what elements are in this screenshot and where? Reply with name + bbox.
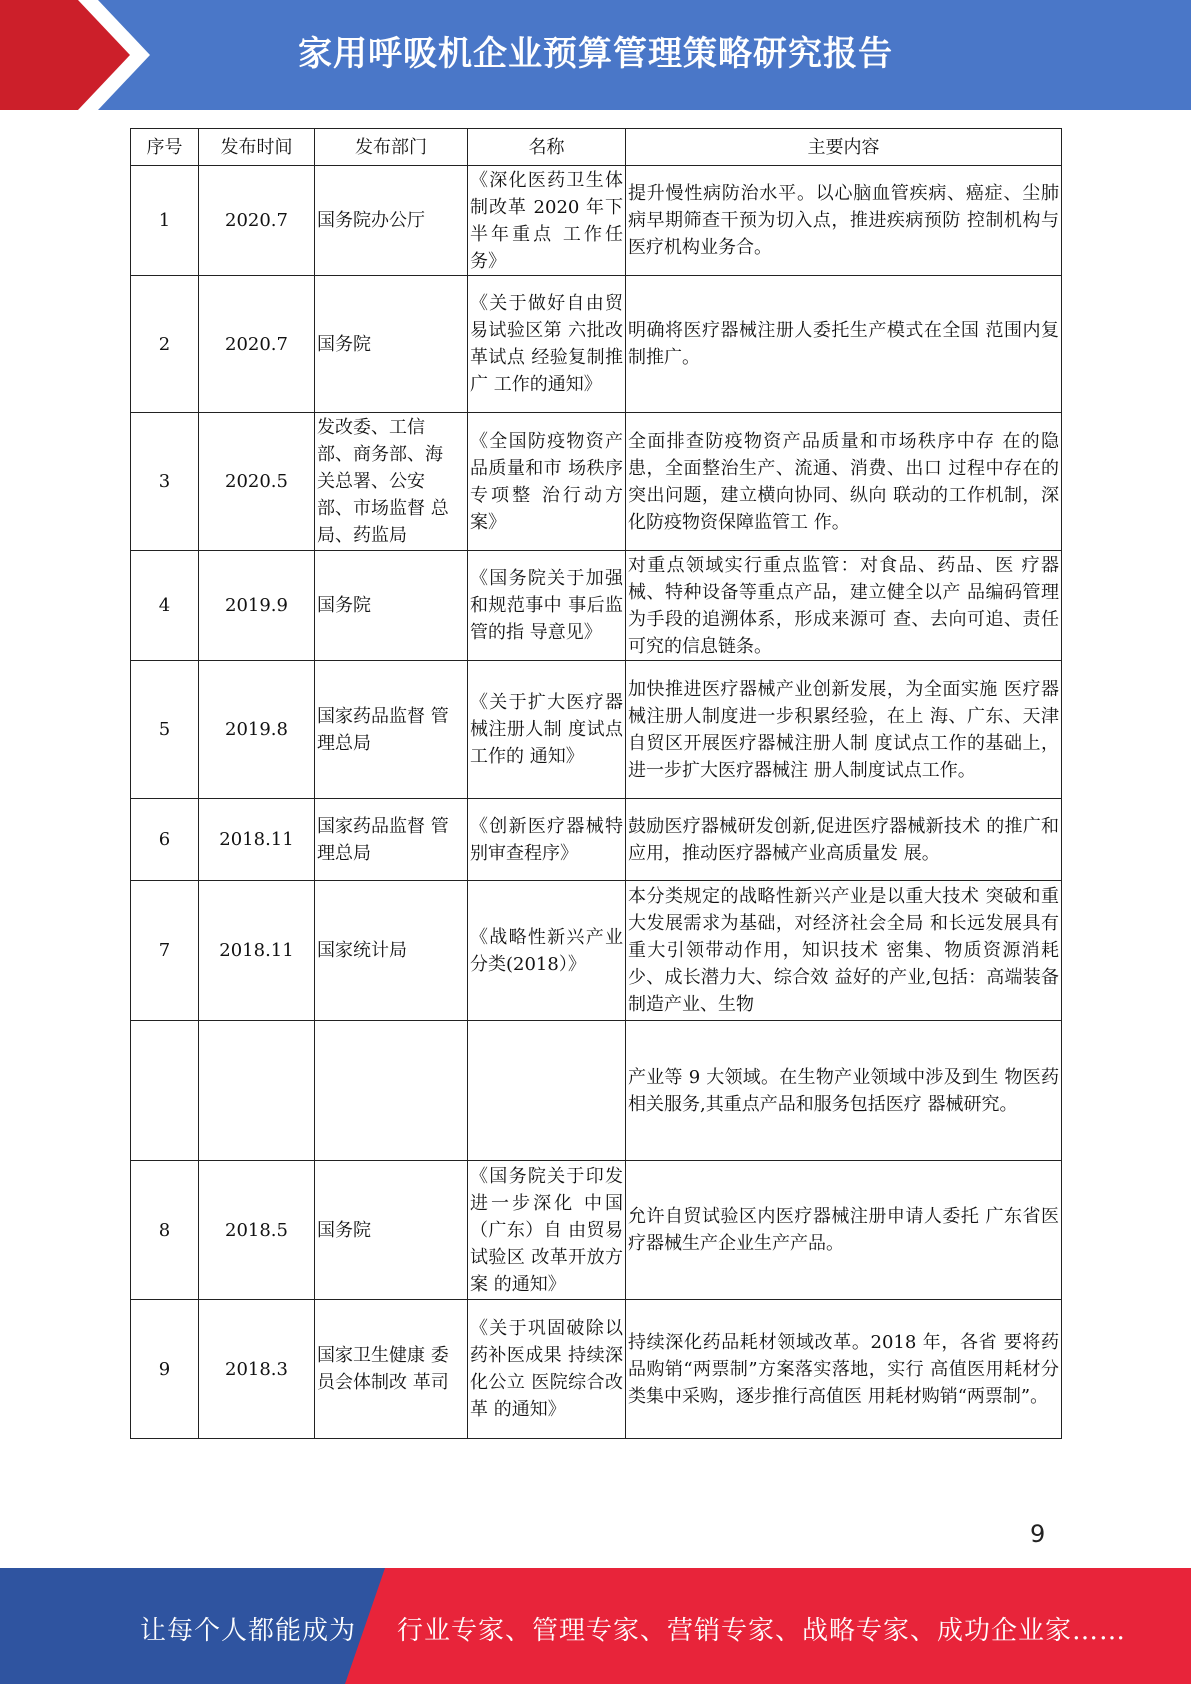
page-number: 9 xyxy=(1030,1520,1046,1548)
cell-date: 2020.7 xyxy=(199,166,315,276)
cell-date: 2019.9 xyxy=(199,551,315,661)
table-row xyxy=(131,276,1062,413)
table-row xyxy=(131,661,1062,799)
table-row xyxy=(131,1300,1062,1439)
cell-content: 产业等 9 大领域。在生物产业领域中涉及到生 物医药相关服务,其重点产品和服务包括医疗 器械研究。 xyxy=(626,1021,1062,1161)
cell-content: 加快推进医疗器械产业创新发展，为全面实施 医疗器械注册人制度进一步积累经验，在上 海、广东、天津自贸区开展医疗器械注册人制 度试点工作的基础上，进一步扩大医疗器械注 册人制度试点工作。 xyxy=(626,661,1062,799)
table-row xyxy=(131,166,1062,276)
cell-content: 提升慢性病防治水平。以心脑血管疾病、癌症、尘肺病早期筛查干预为切入点，推进疾病预防 控制机构与医疗机构业务合。 xyxy=(626,166,1062,276)
cell-date: 2018.11 xyxy=(199,799,315,881)
cell-no: 9 xyxy=(131,1300,199,1439)
cell-date: 2020.7 xyxy=(199,276,315,413)
cell-content: 鼓励医疗器械研发创新,促进医疗器械新技术 的推广和应用，推动医疗器械产业高质量发 展。 xyxy=(626,799,1062,881)
cell-date: 2018.5 xyxy=(199,1161,315,1300)
col-header-date: 发布时间 xyxy=(199,129,315,166)
cell-no: 3 xyxy=(131,413,199,551)
cell-dept: 国务院办公厅 xyxy=(315,166,468,276)
cell-dept: 国家统计局 xyxy=(315,881,468,1021)
col-header-content: 主要内容 xyxy=(626,129,1062,166)
cell-date xyxy=(199,1021,315,1161)
cell-name: 《关于扩大医疗器械注册人制 度试点工作的 通知》 xyxy=(468,661,626,799)
cell-no: 5 xyxy=(131,661,199,799)
cell-dept: 国务院 xyxy=(315,276,468,413)
cell-name: 《全国防疫物资产品质量和市 场秩序专项整 治行动方案》 xyxy=(468,413,626,551)
cell-name: 《关于做好自由贸易试验区第 六批改革试点 经验复制推广 工作的通知》 xyxy=(468,276,626,413)
cell-no xyxy=(131,1021,199,1161)
cell-dept: 国务院 xyxy=(315,551,468,661)
col-header-name: 名称 xyxy=(468,129,626,166)
cell-dept: 国家药品监督 管理总局 xyxy=(315,799,468,881)
cell-no: 8 xyxy=(131,1161,199,1300)
cell-dept: 发改委、工信 部、商务部、海 关总署、公安 部、市场监督 总局、药监局 xyxy=(315,413,468,551)
cell-name: 《创新医疗器械特别审查程序》 xyxy=(468,799,626,881)
cell-name xyxy=(468,1021,626,1161)
cell-name: 《国务院关于印发进一步深化 中国（广东）自 由贸易试验区 改革开放方案 的通知》 xyxy=(468,1161,626,1300)
cell-name: 《深化医药卫生体制改革 2020 年下半年重点 工作任务》 xyxy=(468,166,626,276)
cell-no: 4 xyxy=(131,551,199,661)
cell-dept xyxy=(315,1021,468,1161)
footer-slogan-left: 让每个人都能成为 xyxy=(140,1616,357,1646)
footer-slogan-right: 行业专家、管理专家、营销专家、战略专家、成功企业家…… xyxy=(397,1616,1127,1646)
cell-no: 7 xyxy=(131,881,199,1021)
cell-dept: 国家药品监督 管理总局 xyxy=(315,661,468,799)
cell-content: 明确将医疗器械注册人委托生产模式在全国 范围内复制推广。 xyxy=(626,276,1062,413)
cell-name: 《关于巩固破除以药补医成果 持续深化公立 医院综合改革 的通知》 xyxy=(468,1300,626,1439)
cell-content: 对重点领域实行重点监管：对食品、药品、医 疗器械、特种设备等重点产品，建立健全以产 品编码管理为手段的追溯体系，形成来源可 查、去向可追、责任可究的信息链条。 xyxy=(626,551,1062,661)
cell-content: 本分类规定的战略性新兴产业是以重大技术 突破和重大发展需求为基础，对经济社会全局 和长远发展具有重大引领带动作用，知识技术 密集、物质资源消耗少、成长潜力大、综合效 益好的产业,包括：高端装备制造产业、生物 xyxy=(626,881,1062,1021)
cell-content: 全面排查防疫物资产品质量和市场秩序中存 在的隐患，全面整治生产、流通、消费、出口 过程中存在的突出问题，建立横向协同、纵向 联动的工作机制，深化防疫物资保障监管工 作。 xyxy=(626,413,1062,551)
cell-date: 2018.3 xyxy=(199,1300,315,1439)
policy-table xyxy=(130,128,1062,1439)
table-row xyxy=(131,799,1062,881)
table-row xyxy=(131,881,1062,1021)
page-footer xyxy=(0,1568,1191,1684)
cell-content: 允许自贸试验区内医疗器械注册申请人委托 广东省医疗器械生产企业生产产品。 xyxy=(626,1161,1062,1300)
table-row xyxy=(131,551,1062,661)
table-row xyxy=(131,1161,1062,1300)
cell-no: 6 xyxy=(131,799,199,881)
cell-date: 2020.5 xyxy=(199,413,315,551)
table-header-row xyxy=(131,129,1062,166)
cell-name: 《国务院关于加强和规范事中 事后监管的指 导意见》 xyxy=(468,551,626,661)
cell-no: 1 xyxy=(131,166,199,276)
col-header-dept: 发布部门 xyxy=(315,129,468,166)
table-row xyxy=(131,1021,1062,1161)
table-row xyxy=(131,413,1062,551)
page-title: 家用呼吸机企业预算管理策略研究报告 xyxy=(298,34,893,74)
cell-date: 2019.8 xyxy=(199,661,315,799)
page-header xyxy=(0,0,1191,110)
cell-dept: 国务院 xyxy=(315,1161,468,1300)
cell-content: 持续深化药品耗材领域改革。2018 年，各省 要将药品购销“两票制”方案落实落地，实行 高值医用耗材分类集中采购，逐步推行高值医 用耗材购销“两票制”。 xyxy=(626,1300,1062,1439)
col-header-no: 序号 xyxy=(131,129,199,166)
cell-no: 2 xyxy=(131,276,199,413)
cell-date: 2018.11 xyxy=(199,881,315,1021)
cell-dept: 国家卫生健康 委员会体制改 革司 xyxy=(315,1300,468,1439)
cell-name: 《战略性新兴产业分类(2018）》 xyxy=(468,881,626,1021)
